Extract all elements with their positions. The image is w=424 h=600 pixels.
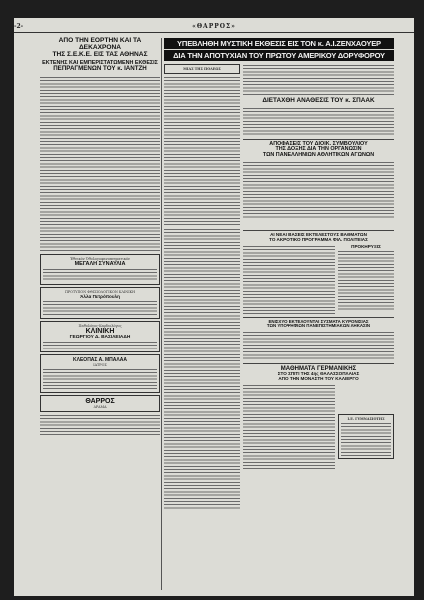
headline-school-2: ΤΟ ΑΚΡΟΤΙΚΟ ΠΡΟΓΡΑΜΜΑ ΦΙΛ. ΠΟΛΙΤΕΙΑΣ bbox=[269, 236, 368, 242]
ad-cardiology-name: ΚΛΙΝΙΚΗ bbox=[85, 327, 115, 335]
ad-clinic-name: Άλλα Πετρόπουλη bbox=[80, 293, 120, 299]
ad-doctor-role: ΙΑΤΡΟΣ bbox=[93, 362, 107, 367]
city-box bbox=[164, 64, 240, 74]
separator-3 bbox=[243, 317, 394, 318]
ad-clinic bbox=[40, 287, 160, 319]
resign-body bbox=[243, 107, 394, 137]
ad-newspaper-city: ΔΡΑΜΑ bbox=[93, 404, 107, 409]
ad-concert-body bbox=[43, 268, 157, 282]
headline-2: ΤΗΣ Σ.Ε.Κ.Ε. ΕΙΣ ΤΑΣ ΑΘΗΝΑΣ bbox=[52, 50, 148, 58]
lower-right bbox=[243, 228, 394, 510]
corner-box-title: Ι.Ε. ΓΥΜΝΑΣΙΟΤΗΣ bbox=[347, 416, 385, 421]
ad-cardiology-title: Παθολόγος-Καρδιολόγος bbox=[78, 323, 122, 328]
headline-sports-3: ΤΩΝ ΠΑΝΕΛΛΗΝΙΩΝ ΑΘΛΗΤΙΚΩΝ ΑΓΩΝΩΝ bbox=[262, 152, 375, 159]
ad-cardiology bbox=[40, 321, 160, 352]
ad-cardiology-body bbox=[43, 341, 157, 349]
ad-doctor bbox=[40, 354, 160, 393]
headline-cap-1: ΕΝΙΣΧΥΟ ΕΚΤΕΛΟΥΝΤΑΙ ΣΥΣΜΑΤΑ ΚΥΡΟΝΙΣΙΑΣ bbox=[268, 318, 369, 324]
ad-clinic-title: ΠΡΟΤΥΠΟΝ ΦΘΙΣΙΟΛΟΓΙΚΟΝ ΚΛΙΝΙΚΗ bbox=[64, 289, 136, 294]
ad-cardiology-doctor: ΓΕΩΡΓΙΟΥ Δ. ΒΑΣΙΛΕΙΑΔΗ bbox=[69, 334, 131, 340]
lower-row bbox=[164, 228, 394, 510]
ad-clinic-body bbox=[43, 300, 157, 316]
left-column bbox=[40, 38, 160, 590]
corner-ad bbox=[338, 384, 394, 470]
page-number: -2- bbox=[14, 23, 24, 30]
headline-3: ΕΚΤΕΝΗΣ ΚΑΙ ΕΜΠΕΡΙΣΤΑΤΩΜΕΝΗ ΕΚΘΕΣΙΣ bbox=[42, 59, 158, 66]
headline-sports-2: ΤΗΣ ΔΟΞΗΣ ΔΙΑ ΤΗΝ ΟΡΓΑΝΩΣΙΝ bbox=[275, 146, 362, 153]
banner-headline-2: ΔΙΑ ΤΗΝ ΑΠΟΤΥΧΙΑΝ ΤΟΥ ΠΡΩΤΟΥ ΑΜΕΡΙΚΟΥ ΔΟΡΥΦΟΡΟΥ bbox=[164, 50, 394, 61]
cap-body bbox=[243, 331, 394, 361]
headline-lessons-3: ΑΠΟ ΤΗΝ ΜΟΝΑΣΤΗ ΤΟΥ ΚΑΛΙΕΡΓΟ bbox=[278, 375, 359, 381]
headline-school-1: ΑΙ ΝΕΑΙ ΒΑΣΕΙΣ ΕΚΤΕΛΕΣΤΟΥΣ ΒΑΘΜΑΤΩΝ bbox=[270, 232, 367, 237]
ad-newspaper-title: ΘΑΡΡΟΣ bbox=[85, 397, 115, 405]
masthead bbox=[14, 22, 414, 33]
main-story bbox=[243, 64, 394, 226]
corner-box-body bbox=[341, 422, 391, 456]
corner-box bbox=[338, 414, 394, 459]
headline-lessons-1: ΜΑΘΗΜΑΤΑ ΓΕΡΜΑΝΙΚΗΣ bbox=[280, 365, 357, 372]
main-story-body bbox=[243, 64, 394, 96]
headline-sports-1: ΑΠΟΦΑΣΕΙΣ ΤΟΥ ΔΙΟΙΚ. ΣΥΜΒΟΥΛΙΟΥ bbox=[269, 140, 368, 147]
separator-4 bbox=[243, 363, 394, 364]
ad-newspaper bbox=[40, 395, 160, 412]
paper-name: «ΘΑΡΡΟΣ» bbox=[192, 23, 236, 30]
ad-doctor-body bbox=[43, 368, 157, 390]
headline-lessons-2: ΣΤΟ ΣΠΙΤΙ ΤΗΣ 4ης ΘΑΛΑΣΣΟΠΛΑΙΑΣ bbox=[277, 371, 360, 377]
separator-2 bbox=[243, 230, 394, 231]
column-divider bbox=[161, 38, 162, 590]
notice-body bbox=[338, 250, 394, 312]
top-story-row bbox=[164, 64, 394, 226]
sports-body bbox=[243, 161, 394, 219]
ad-doctor-name: ΚΛΕΟΠΑΣ Α. ΜΠΑΛΑΑ bbox=[73, 356, 127, 363]
separator bbox=[243, 139, 394, 140]
notice-label: ΠΡΟΚΗΡΥΞΙΣ bbox=[351, 243, 381, 249]
city-news-body bbox=[164, 76, 240, 226]
city-news bbox=[164, 64, 240, 226]
city-box-label: ΜΙΑΣ ΤΗΣ ΠΟΛΕΩΣ bbox=[183, 67, 221, 71]
headline-1: ΑΠΟ ΤΗΝ ΕΟΡΤΗΝ ΚΑΙ ΤΑ ΔΕΚΑΧΡΟΝΑ bbox=[58, 37, 142, 51]
headline-4: ΠΕΠΡΑΓΜΕΝΩΝ ΤΟΥ κ. ΙΑΝΤΖΗ bbox=[53, 65, 147, 73]
headline-cap-2: ΤΩΝ ΥΠΟΨΗΦΙΩΝ ΠΑΝΕΠΙΣΤΗΜΙΑΚΩΝ ΛΗΚΑΣΙΝ bbox=[266, 323, 371, 329]
notice bbox=[338, 245, 394, 315]
footer-notices bbox=[40, 414, 160, 436]
school-body bbox=[243, 245, 335, 315]
banner-headline-1: ΥΠΕΒΛΗΘΗ ΜΥΣΤΙΚΗ ΕΚΘΕΣΙΣ ΕΙΣ ΤΟΝ κ. Α.Ι.ΖΕΝΧΑΟΥΕΡ bbox=[164, 38, 394, 49]
headline-resign: ΔΙΕΤΑΧΘΗ ΑΝΑΘΕΣΙΣ ΤΟΥ κ. ΣΠΑΑΚ bbox=[262, 97, 375, 104]
ad-concert-name: ΜΕΓΑΛΗ ΣΥΝΑΥΛΙΑ bbox=[74, 260, 126, 267]
right-column bbox=[164, 38, 394, 590]
article-body-1 bbox=[40, 76, 160, 252]
lower-left-body bbox=[164, 228, 240, 510]
lessons-row bbox=[243, 384, 394, 470]
ad-concert bbox=[40, 254, 160, 285]
school-row bbox=[243, 245, 394, 315]
lower-left bbox=[164, 228, 240, 510]
lessons-body bbox=[243, 384, 335, 470]
ad-concert-org: Έθνικόν Όθολογοφανοπνηματικόν bbox=[70, 256, 130, 261]
